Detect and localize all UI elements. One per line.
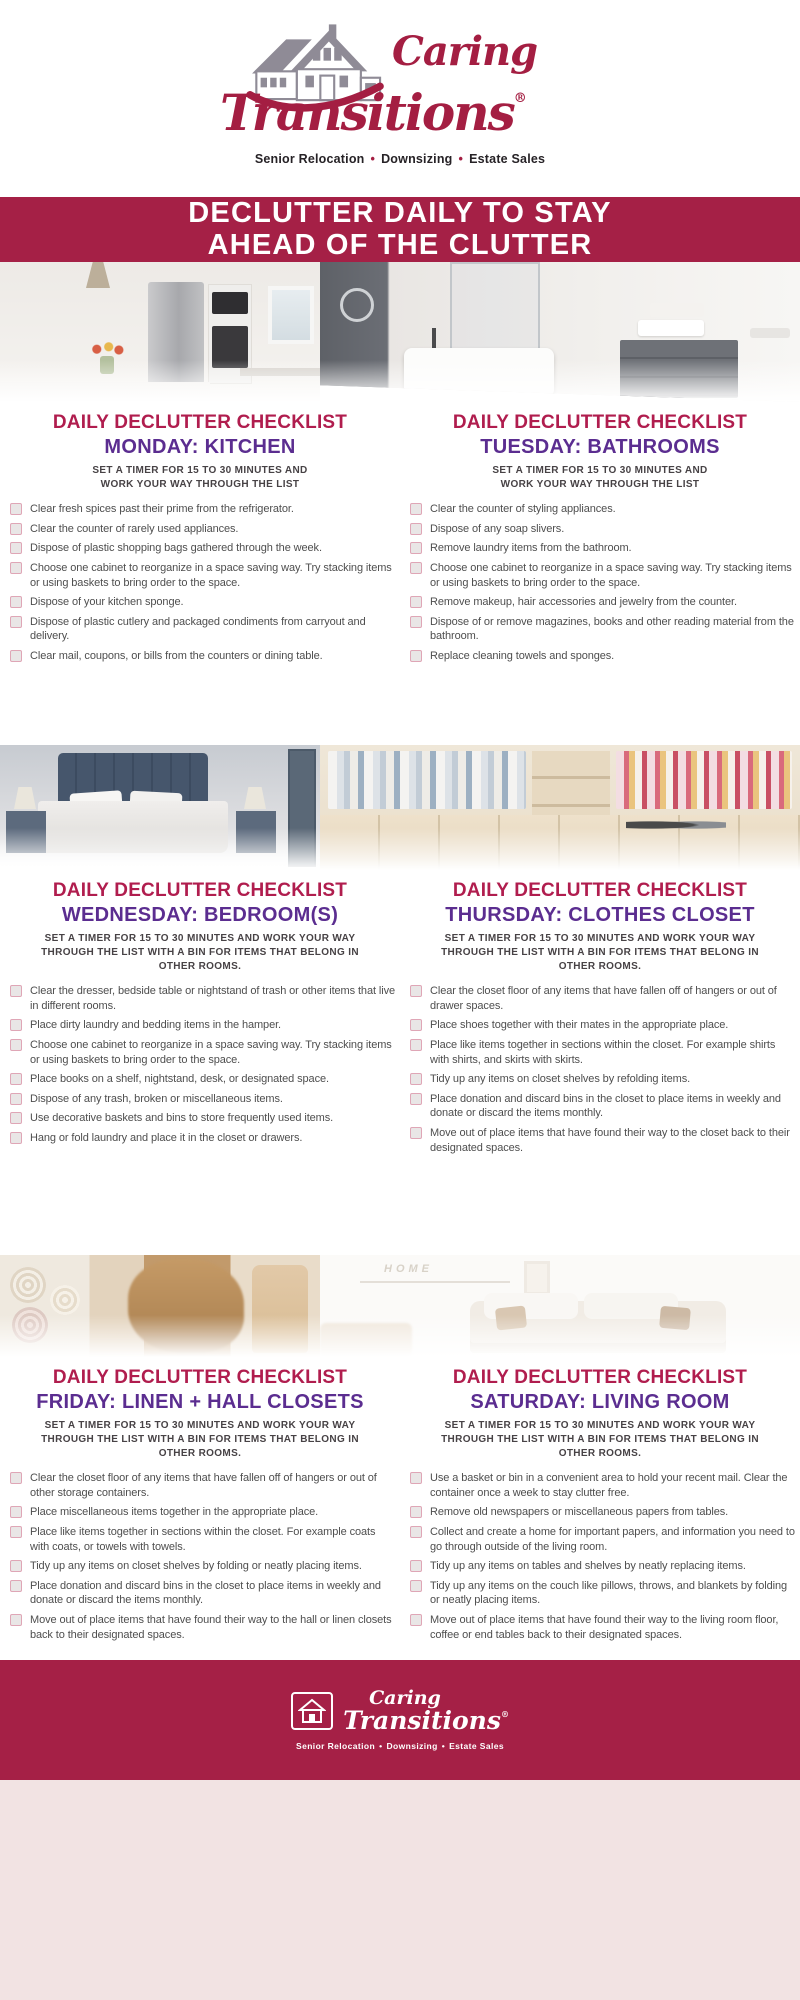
- checklist-item: [10, 984, 396, 1013]
- photo-strip-2: [0, 745, 800, 870]
- house-glyph: [298, 1698, 326, 1724]
- checklist-item: [410, 984, 796, 1013]
- photo-shape-lamp: [244, 787, 266, 809]
- tagline-part: Downsizing: [386, 1741, 438, 1751]
- checklist-item: [10, 522, 396, 537]
- checklist-items: [0, 502, 400, 664]
- photo-shape-mirror: [340, 288, 374, 322]
- timer-instructions: SET A TIMER FOR 15 TO 30 MINUTES AND WORK YOUR WAY THROUGH THE LIST WITH A BIN FOR ITEMS THAT BELONG IN OTHER ROOMS.: [41, 1420, 359, 1459]
- checklist-item-text: Clear the closet floor of any items that have fallen off of hangers or out of drawer spaces.: [430, 985, 777, 1012]
- checkbox[interactable]: [410, 503, 422, 515]
- photo-shape-knit-roll: [10, 1267, 46, 1303]
- day-title: MONDAY: KITCHEN: [104, 436, 296, 458]
- checkbox[interactable]: [410, 650, 422, 662]
- photo-shape-knit-roll: [50, 1285, 80, 1315]
- checklist-item-text: Tidy up any items on closet shelves by folding or neatly placing items.: [30, 1560, 362, 1573]
- checklist-item-text: Use a basket or bin in a convenient area to hold your recent mail. Clear the container once a week to stay clutter free.: [430, 1472, 788, 1499]
- checkbox[interactable]: [10, 1132, 22, 1144]
- checklist-item-text: Clear the dresser, bedside table or nightstand of trash or other items that live in different rooms.: [30, 985, 395, 1012]
- checklist-item-text: Tidy up any items on tables and shelves by neatly replacing items.: [430, 1560, 746, 1573]
- checklist-item-text: Clear the counter of rarely used appliances.: [30, 522, 239, 535]
- photo-fade: [0, 828, 320, 870]
- checklist-items: [400, 502, 800, 664]
- checklist-item: [10, 561, 396, 590]
- section-title: DAILY DECLUTTER CHECKLIST: [452, 880, 748, 901]
- checklist-item-text: Use decorative baskets and bins to store frequently used items.: [30, 1112, 334, 1125]
- checklist-item-text: Choose one cabinet to reorganize in a space saving way. Try stacking items or using baskets to bring order to the space.: [430, 561, 792, 589]
- checkbox[interactable]: [10, 596, 22, 608]
- checkbox[interactable]: [410, 1560, 422, 1572]
- registered-mark: ®: [500, 1709, 509, 1719]
- checklist-item-text: Collect and create a home for important papers, and information you need to go through outside of the living room.: [430, 1525, 795, 1553]
- brand-name-line1: Caring: [369, 1687, 441, 1709]
- checkbox[interactable]: [410, 616, 422, 628]
- checkbox[interactable]: [10, 1073, 22, 1085]
- checklist-item: [410, 541, 796, 556]
- checklist-tuesday: [400, 402, 800, 664]
- row-monday-tuesday: [0, 262, 800, 745]
- checklist-item: [410, 1505, 796, 1520]
- checkbox[interactable]: [410, 596, 422, 608]
- checklist-item: [10, 541, 396, 556]
- checklist-monday: [0, 402, 400, 664]
- checklist-item-text: Dispose of plastic shopping bags gathered through the week.: [30, 542, 322, 555]
- tagline-bullet: •: [458, 152, 464, 166]
- checklist-item-text: Place donation and discard bins in the closet to place items in weekly and donate or discard the items monthly.: [30, 1579, 381, 1607]
- photo-fade: [0, 1315, 320, 1357]
- checklist-item: [10, 1111, 396, 1126]
- checklist-saturday: [400, 1357, 800, 1642]
- brand-name-line2: [220, 83, 525, 142]
- checklist-item-text: Remove makeup, hair accessories and jewelry from the counter.: [430, 596, 737, 609]
- checklist-wednesday: [0, 870, 400, 1155]
- photo-fade: [320, 828, 800, 870]
- checklist-item-text: Dispose of your kitchen sponge.: [30, 596, 184, 609]
- checkbox[interactable]: [10, 503, 22, 515]
- checklist-item-text: Place dirty laundry and bedding items in the hamper.: [30, 1019, 282, 1032]
- checklist-item: [410, 1579, 796, 1608]
- header: [0, 0, 800, 197]
- checklist-columns: [0, 1357, 800, 1642]
- checklist-item-text: Choose one cabinet to reorganize in a space saving way. Try stacking items or using baskets to bring order to the space.: [30, 1038, 392, 1066]
- kitchen-photo: [0, 262, 320, 402]
- checkbox[interactable]: [10, 985, 22, 997]
- checklist-thursday: [400, 870, 800, 1155]
- checklist-item-text: Place miscellaneous items together in the appropriate place.: [30, 1506, 319, 1519]
- footer-tagline: [296, 1741, 504, 1751]
- checklist-item-text: Replace cleaning towels and sponges.: [430, 650, 615, 662]
- checkbox[interactable]: [10, 1112, 22, 1124]
- checklist-item-text: Clear fresh spices past their prime from the refrigerator.: [30, 503, 294, 515]
- checklist-item: [410, 1018, 796, 1033]
- brand-name-text: Transitions: [343, 1706, 501, 1735]
- checkbox[interactable]: [410, 1073, 422, 1085]
- checklist-item-text: Tidy up any items on closet shelves by refolding items.: [430, 1073, 691, 1086]
- tagline-bullet: •: [379, 1741, 383, 1751]
- section-title: DAILY DECLUTTER CHECKLIST: [52, 412, 348, 433]
- brand-logo: [220, 0, 580, 197]
- checkbox[interactable]: [410, 523, 422, 535]
- photo-shape-lamp: [14, 787, 36, 809]
- day-title: WEDNESDAY: BEDROOM(S): [61, 904, 339, 926]
- checkbox[interactable]: [10, 1039, 22, 1051]
- footer: [0, 1660, 800, 1780]
- checklist-item: [410, 649, 796, 664]
- checklist-columns: [0, 402, 800, 664]
- banner-line-1: DECLUTTER DAILY TO STAY: [188, 197, 612, 230]
- checklist-items: [400, 1471, 800, 1642]
- registered-mark: ®: [513, 91, 525, 106]
- day-title: FRIDAY: LINEN + HALL CLOSETS: [36, 1391, 364, 1413]
- checklist-item-text: Place like items together in sections within the closet. For example shirts with shirts, and skirts with skirts.: [430, 1038, 776, 1066]
- title-banner: [0, 197, 800, 262]
- photo-decor-text: HOME: [384, 1263, 433, 1275]
- checkbox[interactable]: [410, 542, 422, 554]
- timer-instructions: SET A TIMER FOR 15 TO 30 MINUTES AND WORK YOUR WAY THROUGH THE LIST: [492, 465, 708, 490]
- checklist-item: [410, 1613, 796, 1642]
- row-friday-saturday: [0, 1255, 800, 1660]
- checkbox[interactable]: [10, 1093, 22, 1105]
- photo-fade: [320, 360, 800, 402]
- photo-shape-hanging-clothes: [616, 751, 792, 809]
- tagline-part: Senior Relocation: [254, 152, 365, 166]
- photo-strip-1: [0, 262, 800, 402]
- tagline-part: Estate Sales: [449, 1741, 504, 1751]
- clothes-closet-photo: [320, 745, 800, 870]
- checklist-friday: [0, 1357, 400, 1642]
- checklist-item: [10, 1525, 396, 1554]
- tagline-bullet: •: [370, 152, 376, 166]
- checklist-item-text: Remove laundry items from the bathroom.: [430, 542, 632, 555]
- checklist-item-text: Dispose of any trash, broken or miscellaneous items.: [30, 1092, 283, 1105]
- checkbox[interactable]: [410, 1019, 422, 1031]
- house-icon: [291, 1692, 333, 1730]
- tagline-bullet: •: [441, 1741, 446, 1751]
- photo-shape-pendant: [86, 262, 110, 288]
- section-title: DAILY DECLUTTER CHECKLIST: [452, 1367, 748, 1388]
- checklist-item-text: Clear the closet floor of any items that have fallen off of hangers or out of other storage containers.: [30, 1472, 377, 1499]
- checklist-item-text: Place shoes together with their mates in the appropriate place.: [430, 1019, 729, 1032]
- checklist-items: [400, 984, 800, 1155]
- linen-closet-photo: [0, 1255, 320, 1357]
- brand-name-line2: [343, 1708, 509, 1733]
- tagline-part: Estate Sales: [469, 152, 546, 166]
- checklist-item: [10, 1613, 396, 1642]
- checklist-item: [410, 561, 796, 590]
- checklist-item: [10, 615, 396, 644]
- checkbox[interactable]: [410, 1526, 422, 1538]
- checklist-item: [10, 1038, 396, 1067]
- checkbox[interactable]: [10, 562, 22, 574]
- tagline-part: Downsizing: [381, 152, 453, 166]
- photo-shape-window: [268, 286, 314, 344]
- checklist-item-text: Move out of place items that have found their way to the closet back to their designated spaces.: [430, 1127, 790, 1154]
- checklist-item: [410, 1525, 796, 1554]
- checklist-item-text: Hang or fold laundry and place it in the closet or drawers.: [30, 1132, 303, 1144]
- photo-fade: [320, 1315, 800, 1357]
- checklist-item: [10, 595, 396, 610]
- photo-shape-faucet: [432, 328, 436, 350]
- checklist-item-text: Place donation and discard bins in the closet to place items in weekly and donate or discard the items monthly.: [430, 1092, 781, 1120]
- checkbox[interactable]: [410, 985, 422, 997]
- checkbox[interactable]: [410, 1127, 422, 1139]
- checkbox[interactable]: [10, 542, 22, 554]
- checklist-item: [10, 1471, 396, 1500]
- checklist-item: [410, 615, 796, 644]
- checklist-item-text: Clear mail, coupons, or bills from the counters or dining table.: [30, 650, 323, 662]
- day-title: THURSDAY: CLOTHES CLOSET: [445, 904, 755, 926]
- checklist-item: [410, 1038, 796, 1067]
- timer-instructions: SET A TIMER FOR 15 TO 30 MINUTES AND WORK YOUR WAY THROUGH THE LIST WITH A BIN FOR ITEMS THAT BELONG IN OTHER ROOMS.: [441, 1420, 759, 1459]
- checklist-columns: [0, 870, 800, 1155]
- photo-shape-hanging-clothes: [328, 751, 526, 809]
- checkbox[interactable]: [410, 1506, 422, 1518]
- checklist-item-text: Clear the counter of styling appliances.: [430, 503, 616, 515]
- checkbox[interactable]: [10, 523, 22, 535]
- checklist-item-text: Tidy up any items on the couch like pillows, throws, and blankets by folding or neatly placing items.: [430, 1579, 788, 1607]
- checklist-item: [410, 1559, 796, 1574]
- checklist-item: [410, 1471, 796, 1500]
- section-title: DAILY DECLUTTER CHECKLIST: [452, 412, 748, 433]
- checklist-item: [410, 502, 796, 517]
- checkbox[interactable]: [410, 1039, 422, 1051]
- timer-instructions: SET A TIMER FOR 15 TO 30 MINUTES AND WORK YOUR WAY THROUGH THE LIST WITH A BIN FOR ITEMS THAT BELONG IN OTHER ROOMS.: [41, 933, 359, 972]
- living-room-photo: [320, 1255, 800, 1357]
- checkbox[interactable]: [410, 1580, 422, 1592]
- checkbox[interactable]: [410, 1472, 422, 1484]
- photo-shape-towel: [650, 303, 704, 317]
- checkbox[interactable]: [10, 616, 22, 628]
- checklist-item-text: Remove old newspapers or miscellaneous papers from tables.: [430, 1506, 729, 1519]
- checklist-item-text: Choose one cabinet to reorganize in a space saving way. Try stacking items or using baskets to bring order to the space.: [30, 561, 392, 589]
- brand-name-line1: Caring: [392, 28, 538, 75]
- checklist-item: [10, 502, 396, 517]
- checklist-item-text: Dispose of or remove magazines, books and other reading material from the bathroom.: [430, 615, 794, 643]
- photo-strip-3: [0, 1255, 800, 1357]
- brand-name-text: Transitions: [220, 83, 514, 142]
- photo-shape-microwave: [212, 292, 248, 314]
- day-title: SATURDAY: LIVING ROOM: [470, 1391, 730, 1413]
- checklist-item-text: Place books on a shelf, nightstand, desk, or designated space.: [30, 1073, 329, 1086]
- brand-tagline: [0, 152, 800, 166]
- day-title: TUESDAY: BATHROOMS: [480, 436, 720, 458]
- checklist-item: [10, 1579, 396, 1608]
- checklist-items: [0, 1471, 400, 1642]
- checklist-item: [10, 1072, 396, 1087]
- checkbox[interactable]: [10, 1580, 22, 1592]
- checklist-item: [410, 1126, 796, 1155]
- banner-line-2: AHEAD OF THE CLUTTER: [207, 228, 593, 261]
- checkbox[interactable]: [10, 1506, 22, 1518]
- checkbox[interactable]: [10, 1472, 22, 1484]
- checklist-items: [0, 984, 400, 1146]
- checklist-item: [10, 1092, 396, 1107]
- bottom-strip: [0, 1780, 800, 2000]
- photo-shape-sink: [750, 328, 790, 338]
- checklist-item-text: Move out of place items that have found their way to the living room floor, coffee or end tables back to their designated spaces.: [430, 1614, 779, 1641]
- row-wednesday-thursday: [0, 745, 800, 1255]
- checkbox[interactable]: [410, 1093, 422, 1105]
- checklist-item-text: Dispose of plastic cutlery and packaged condiments from carryout and delivery.: [30, 615, 366, 643]
- checkbox[interactable]: [10, 1526, 22, 1538]
- checkbox[interactable]: [10, 1614, 22, 1626]
- bathroom-photo: [320, 262, 800, 402]
- timer-instructions: SET A TIMER FOR 15 TO 30 MINUTES AND WORK YOUR WAY THROUGH THE LIST WITH A BIN FOR ITEMS THAT BELONG IN OTHER ROOMS.: [441, 933, 759, 972]
- checkbox[interactable]: [410, 562, 422, 574]
- checklist-item: [410, 595, 796, 610]
- section-title: DAILY DECLUTTER CHECKLIST: [52, 1367, 348, 1388]
- checklist-item: [10, 1131, 396, 1146]
- checklist-item: [10, 1018, 396, 1033]
- photo-shape-shelf: [360, 1281, 510, 1283]
- checklist-item-text: Move out of place items that have found their way to the hall or linen closets back to their designated spaces.: [30, 1614, 392, 1641]
- photo-fade: [0, 360, 320, 402]
- checkbox[interactable]: [10, 650, 22, 662]
- checklist-item: [410, 522, 796, 537]
- checkbox[interactable]: [10, 1560, 22, 1572]
- timer-instructions: SET A TIMER FOR 15 TO 30 MINUTES AND WORK YOUR WAY THROUGH THE LIST: [92, 465, 308, 490]
- photo-shape-towel: [638, 320, 704, 336]
- checklist-item-text: Dispose of any soap slivers.: [430, 522, 565, 535]
- checklist-item-text: Place like items together in sections within the closet. For example coats with coats, or towels with towels.: [30, 1525, 376, 1553]
- checklist-item: [410, 1092, 796, 1121]
- checkbox[interactable]: [410, 1614, 422, 1626]
- footer-brand-name: [343, 1689, 509, 1733]
- checklist-item: [410, 1072, 796, 1087]
- checkbox[interactable]: [10, 1019, 22, 1031]
- bedroom-photo: [0, 745, 320, 870]
- checklist-item: [10, 649, 396, 664]
- checklist-item: [10, 1505, 396, 1520]
- footer-brand-logo: [291, 1689, 509, 1733]
- checklist-item: [10, 1559, 396, 1574]
- tagline-part: Senior Relocation: [296, 1741, 376, 1751]
- section-title: DAILY DECLUTTER CHECKLIST: [52, 880, 348, 901]
- photo-shape-picture-frame: [524, 1261, 550, 1295]
